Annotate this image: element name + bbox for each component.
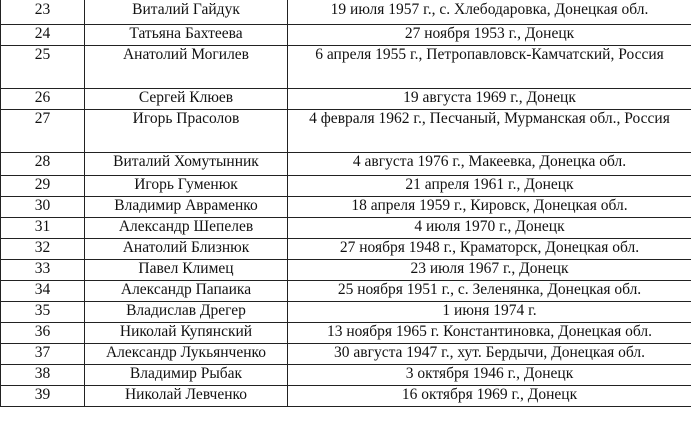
row-number: 30	[1, 197, 85, 218]
row-number: 26	[1, 89, 85, 110]
person-name: Александр Папаика	[85, 281, 288, 302]
row-number: 37	[1, 344, 85, 365]
birth-info: 4 июля 1970 г., Донецк	[288, 218, 691, 239]
row-number: 32	[1, 239, 85, 260]
person-name: Виталий Гайдук	[85, 0, 288, 25]
birth-info: 30 августа 1947 г., хут. Бердычи, Донецкая обл.	[288, 344, 691, 365]
table-row	[1, 110, 691, 153]
person-name: Павел Климец	[85, 260, 288, 281]
table-row	[1, 281, 691, 302]
birth-info: 25 ноября 1951 г., с. Зеленянка, Донецкая обл.	[288, 281, 691, 302]
table-row	[1, 323, 691, 344]
row-number: 38	[1, 365, 85, 386]
person-name: Игорь Гуменюк	[85, 176, 288, 197]
birth-info: 4 февраля 1962 г., Песчаный, Мурманская обл., Россия	[288, 110, 691, 153]
birth-info: 23 июля 1967 г., Донецк	[288, 260, 691, 281]
birth-info: 18 апреля 1959 г., Кировск, Донецкая обл.	[288, 197, 691, 218]
table-row	[1, 197, 691, 218]
birth-info: 19 июля 1957 г., с. Хлебодаровка, Донецкая обл.	[288, 0, 691, 25]
row-number: 33	[1, 260, 85, 281]
birth-info: 27 ноября 1948 г., Краматорск, Донецкая обл.	[288, 239, 691, 260]
table-row	[1, 302, 691, 323]
row-number: 31	[1, 218, 85, 239]
birth-info: 16 октября 1969 г., Донецк	[288, 386, 691, 407]
person-name: Александр Шепелев	[85, 218, 288, 239]
row-number: 29	[1, 176, 85, 197]
table-row	[1, 0, 691, 25]
table-row	[1, 365, 691, 386]
birth-info: 6 апреля 1955 г., Петропавловск-Камчатский, Россия	[288, 46, 691, 89]
table-row	[1, 89, 691, 110]
person-name: Владимир Рыбак	[85, 365, 288, 386]
birth-info: 4 августа 1976 г., Макеевка, Донецка обл.	[288, 153, 691, 176]
birth-info: 3 октября 1946 г., Донецк	[288, 365, 691, 386]
person-name: Николай Купянский	[85, 323, 288, 344]
birth-info: 13 ноября 1965 г. Константиновка, Донецкая обл.	[288, 323, 691, 344]
person-name: Александр Лукьянченко	[85, 344, 288, 365]
person-name: Сергей Клюев	[85, 89, 288, 110]
row-number: 27	[1, 110, 85, 153]
row-number: 36	[1, 323, 85, 344]
person-name: Игорь Прасолов	[85, 110, 288, 153]
table-row	[1, 260, 691, 281]
row-number: 25	[1, 46, 85, 89]
table-row	[1, 176, 691, 197]
table-row	[1, 25, 691, 46]
row-number: 23	[1, 0, 85, 25]
person-name: Владимир Авраменко	[85, 197, 288, 218]
person-name: Владислав Дрегер	[85, 302, 288, 323]
table-row	[1, 46, 691, 89]
birth-info: 1 июня 1974 г.	[288, 302, 691, 323]
row-number: 35	[1, 302, 85, 323]
person-name: Виталий Хомутынник	[85, 153, 288, 176]
row-number: 28	[1, 153, 85, 176]
birth-info: 19 августа 1969 г., Донецк	[288, 89, 691, 110]
row-number: 39	[1, 386, 85, 407]
person-name: Николай Левченко	[85, 386, 288, 407]
table-row	[1, 344, 691, 365]
table-row	[1, 239, 691, 260]
person-name: Анатолий Близнюк	[85, 239, 288, 260]
birth-info: 21 апреля 1961 г., Донецк	[288, 176, 691, 197]
table-row	[1, 218, 691, 239]
row-number: 24	[1, 25, 85, 46]
table-row	[1, 153, 691, 176]
birth-info: 27 ноября 1953 г., Донецк	[288, 25, 691, 46]
row-number: 34	[1, 281, 85, 302]
person-name: Анатолий Могилев	[85, 46, 288, 89]
person-name: Татьяна Бахтеева	[85, 25, 288, 46]
table-row	[1, 386, 691, 407]
